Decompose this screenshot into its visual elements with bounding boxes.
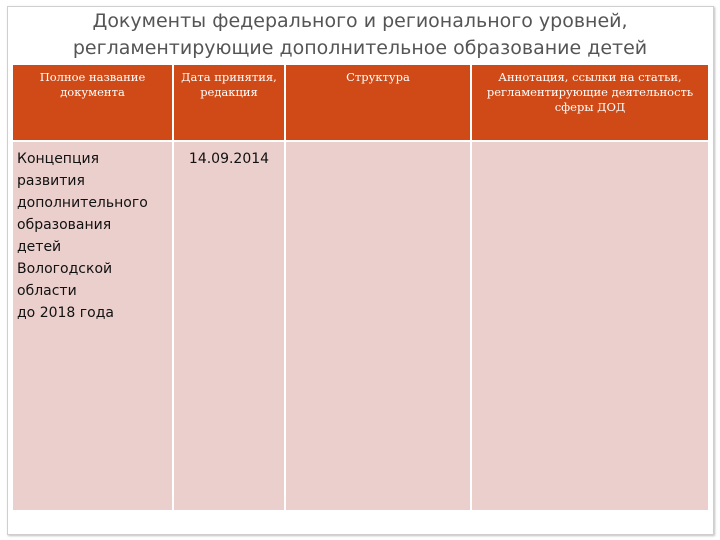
doc-name-line: образования bbox=[17, 217, 112, 233]
cell-adoption-date: 14.09.2014 bbox=[173, 141, 285, 510]
cell-structure bbox=[285, 141, 471, 510]
doc-name-line: развития bbox=[17, 173, 85, 189]
title-line-1: Документы федерального и регионального уровней, bbox=[92, 10, 628, 32]
doc-name-line: области bbox=[17, 283, 77, 299]
header-full-name: Полное название документа bbox=[13, 65, 173, 141]
title-line-2: регламентирующие дополнительное образование детей bbox=[72, 37, 648, 59]
header-structure: Структура bbox=[285, 65, 471, 141]
header-adoption-date: Дата принятия, редакция bbox=[173, 65, 285, 141]
doc-name-line: Концепция bbox=[17, 151, 100, 167]
doc-name-line: Вологодской bbox=[17, 261, 113, 277]
table-header-row bbox=[13, 65, 708, 141]
doc-name-line: до 2018 года bbox=[17, 305, 114, 321]
header-annotation: Аннотация, ссылки на статьи, регламентирующие деятельность сферы ДОД bbox=[471, 65, 708, 141]
documents-table bbox=[13, 65, 708, 510]
doc-name-line: детей bbox=[17, 239, 62, 255]
cell-annotation bbox=[471, 141, 708, 510]
doc-name-line: дополнительного bbox=[17, 195, 148, 211]
slide-title bbox=[8, 8, 712, 62]
table-row bbox=[13, 141, 708, 510]
cell-document-name bbox=[13, 141, 173, 510]
